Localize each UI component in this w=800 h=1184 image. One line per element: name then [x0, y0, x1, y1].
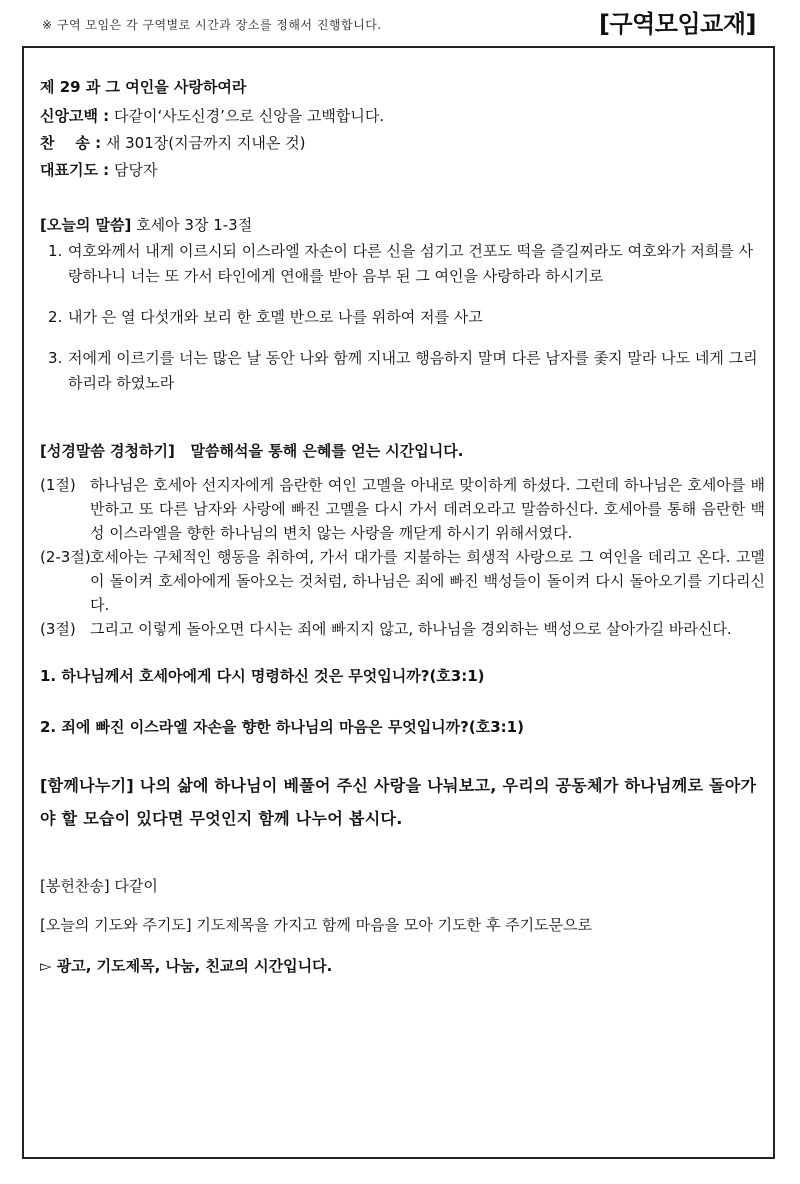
prayer-row	[40, 159, 765, 180]
lesson-content	[40, 76, 765, 976]
explanation-tag: (1절)	[40, 476, 76, 494]
prayer-label: 대표기도 :	[40, 161, 110, 179]
explanation-text: 그리고 이렇게 돌아오면 다시는 죄에 빠지지 않고, 하나님을 경외하는 백성으로 살아가길 바라신다.	[90, 620, 732, 638]
sharing-section: [함께나누기] 나의 삶에 하나님이 베풀어 주신 사랑을 나눠보고, 우리의 공동체가 하나님께로 돌아가야 할 모습이 있다면 무엇인지 함께 나누어 봅시다.	[40, 776, 757, 828]
header-note: ※ 구역 모임은 각 구역별로 시간과 장소를 정해서 진행합니다.	[42, 18, 382, 32]
hymn-label: 찬 송 :	[40, 134, 102, 152]
lesson-title: 제 29 과 그 여인을 사랑하여라	[40, 78, 247, 96]
hymn-value: 새 301장(지금까지 지내온 것)	[105, 134, 306, 152]
prayer-section: [오늘의 기도와 주기도] 기도제목을 가지고 함께 마음을 모아 기도한 후 주기도문으로	[40, 916, 593, 934]
verse-text: 저에게 이르기를 너는 많은 날 동안 나와 함께 지내고 행음하지 말며 다른 남자를 좇지 말라 나도 네게 그리하리라 하였노라	[68, 349, 758, 392]
scripture-reference: 호세아 3장 1-3절	[136, 216, 253, 234]
verse-number: 2.	[48, 308, 63, 326]
confession-label: 신앙고백 :	[40, 107, 110, 125]
confession-value: 다같이‘사도신경’으로 신앙을 고백합니다.	[113, 107, 385, 125]
verse-text: 내가 은 열 다섯개와 보리 한 호멜 반으로 나를 위하여 저를 사고	[68, 308, 483, 326]
hymn-row	[40, 132, 765, 153]
confession-row	[40, 105, 765, 126]
question-1: 1. 하나님께서 호세아에게 다시 명령하신 것은 무엇입니까?(호3:1)	[40, 667, 485, 685]
verse-item	[40, 239, 765, 289]
verse-item	[40, 305, 765, 330]
explanation-text: 하나님은 호세아 선지자에게 음란한 여인 고멜을 아내로 맞이하게 하셨다. 그런데 하나님은 호세아를 배반하고 또 다른 남자와 사랑에 빠진 고멜을 다시 가서 데려오라고 말씀하신다. 호세아를 통해 음란한 백성 이스라엘을 향한 하나님의 변치 않는 사랑을 깨닫게 하시기 위해서였다.	[90, 476, 765, 542]
scripture-label: [오늘의 말씀]	[40, 216, 132, 234]
scripture-heading	[40, 214, 765, 235]
listening-label: [성경말씀 경청하기]	[40, 442, 175, 460]
verse-item	[40, 346, 765, 396]
explanation-tag: (2-3절)	[40, 548, 91, 566]
verse-text: 여호와께서 내게 이르시되 이스라엘 자손이 다른 신을 섬기고 건포도 떡을 즐길찌라도 여호와가 저희를 사랑하나니 너는 또 가서 타인에게 연애를 받아 음부 된 그 여인을 사랑하라 하시기로	[68, 242, 754, 285]
offering-hymn: [봉헌찬송] 다같이	[40, 877, 158, 895]
explanation-tag: (3절)	[40, 620, 76, 638]
listening-subtitle: 말씀해석을 통해 은혜를 얻는 시간입니다.	[190, 442, 464, 460]
question-2: 2. 죄에 빠진 이스라엘 자손을 향한 하나님의 마음은 무엇입니까?(호3:1)	[40, 718, 524, 736]
prayer-value: 담당자	[113, 161, 158, 179]
listening-heading	[40, 440, 765, 461]
explanation-text: 호세아는 구체적인 행동을 취하여, 가서 대가를 지불하는 희생적 사랑으로 그 여인을 데리고 온다. 고멜이 돌이켜 호세아에게 돌아오는 것처럼, 하나님은 죄에 빠진 백성들이 돌이켜 다시 돌아오기를 기다리신다.	[90, 548, 765, 614]
verse-number: 1.	[48, 242, 63, 260]
header-title: [구역모임교재]	[598, 10, 756, 38]
explanation-item	[40, 473, 765, 545]
explanation-item	[40, 617, 765, 641]
explanation-item	[40, 545, 765, 617]
closing-note: ▻ 광고, 기도제목, 나눔, 친교의 시간입니다.	[40, 957, 333, 975]
verse-number: 3.	[48, 349, 63, 367]
